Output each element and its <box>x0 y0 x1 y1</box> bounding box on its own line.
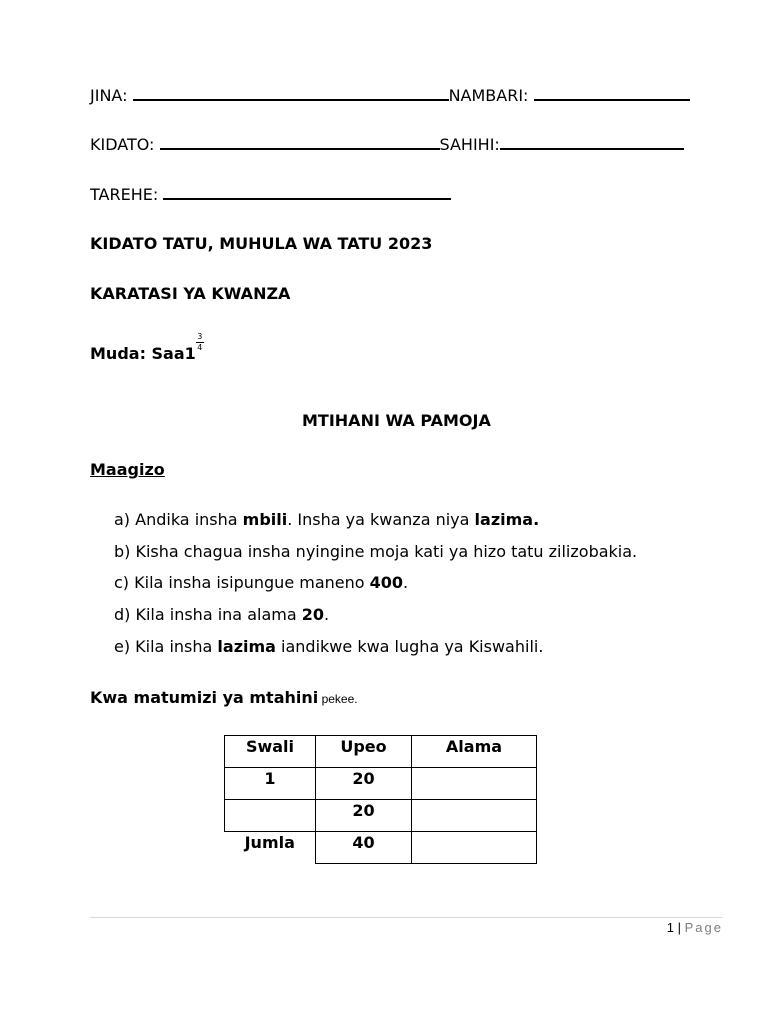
cell-upeo: 20 <box>316 768 412 800</box>
date-label: TAREHE: <box>90 185 159 204</box>
instruction-c-text: c) Kila insha isipungue maneno <box>114 573 370 592</box>
instruction-c-post: . <box>403 573 409 592</box>
cell-jumla: Jumla <box>225 832 316 864</box>
footer-separator: | <box>674 920 685 935</box>
instruction-e <box>114 637 543 657</box>
table-row <box>225 800 537 832</box>
instruction-d-bold: 20 <box>301 605 324 624</box>
cell-upeo: 20 <box>316 800 412 832</box>
cell-alama[interactable] <box>412 800 537 832</box>
instruction-a-mid: . Insha ya kwanza niya <box>287 510 475 529</box>
instruction-b-text: b) Kisha chagua insha nyingine moja kati ya hizo tatu zilizobakia. <box>114 542 638 561</box>
examiner-use <box>90 688 358 709</box>
name-row <box>90 85 690 106</box>
header-swali: Swali <box>225 736 316 768</box>
examiner-use-label: Kwa matumizi ya mtahini <box>90 688 319 707</box>
exam-title: MTIHANI WA PAMOJA <box>302 411 491 430</box>
header-alama: Alama <box>412 736 537 768</box>
page-word: Page <box>684 920 723 935</box>
paper-title: KARATASI YA KWANZA <box>90 284 291 303</box>
duration-whole: 1 <box>184 344 196 363</box>
instruction-e-text: e) Kila insha <box>114 637 218 656</box>
page-footer <box>667 920 723 936</box>
duration-prefix: Muda: Saa <box>90 344 185 363</box>
instruction-a-bold-1: mbili <box>242 510 288 529</box>
table-row-total <box>225 832 537 864</box>
duration-fraction <box>196 332 206 364</box>
signature-blank[interactable] <box>500 134 684 150</box>
instructions-heading: Maagizo <box>90 460 165 479</box>
page-number: 1 <box>666 920 675 935</box>
instruction-b <box>114 542 637 562</box>
cell-swali: 1 <box>225 768 316 800</box>
instruction-c-bold: 400 <box>369 573 404 592</box>
date-blank[interactable] <box>163 184 451 200</box>
cell-total-upeo: 40 <box>316 832 412 864</box>
cell-swali[interactable] <box>225 800 316 832</box>
instruction-e-bold: lazima <box>217 637 276 656</box>
instruction-d-text: d) Kila insha ina alama <box>114 605 302 624</box>
duration-denominator: 4 <box>197 343 203 352</box>
class-label: KIDATO: <box>90 135 155 154</box>
name-label: JINA: <box>90 86 128 105</box>
signature-label: SAHIHI: <box>439 135 500 154</box>
cell-total-alama[interactable] <box>412 832 537 864</box>
instruction-a <box>114 510 539 530</box>
number-blank[interactable] <box>534 85 690 101</box>
duration-numerator: 3 <box>197 332 203 341</box>
instruction-d-post: . <box>323 605 330 624</box>
class-row <box>90 134 684 155</box>
instruction-c <box>114 573 408 593</box>
duration <box>90 332 206 364</box>
header-upeo: Upeo <box>316 736 412 768</box>
examiner-use-small: pekee. <box>318 692 358 706</box>
number-label: NAMBARI: <box>448 86 529 105</box>
footer-divider <box>90 917 723 918</box>
table-header-row <box>225 736 537 768</box>
exam-heading: KIDATO TATU, MUHULA WA TATU 2023 <box>90 234 433 253</box>
marks-table <box>224 735 537 864</box>
class-blank[interactable] <box>160 134 440 150</box>
name-blank[interactable] <box>133 85 449 101</box>
instruction-d <box>114 605 329 625</box>
date-row <box>90 184 451 205</box>
instruction-e-post: iandikwe kwa lugha ya Kiswahili. <box>275 637 544 656</box>
cell-alama[interactable] <box>412 768 537 800</box>
table-row <box>225 768 537 800</box>
instruction-a-bold-2: lazima. <box>474 510 540 529</box>
instruction-a-text: a) Andika insha <box>114 510 243 529</box>
